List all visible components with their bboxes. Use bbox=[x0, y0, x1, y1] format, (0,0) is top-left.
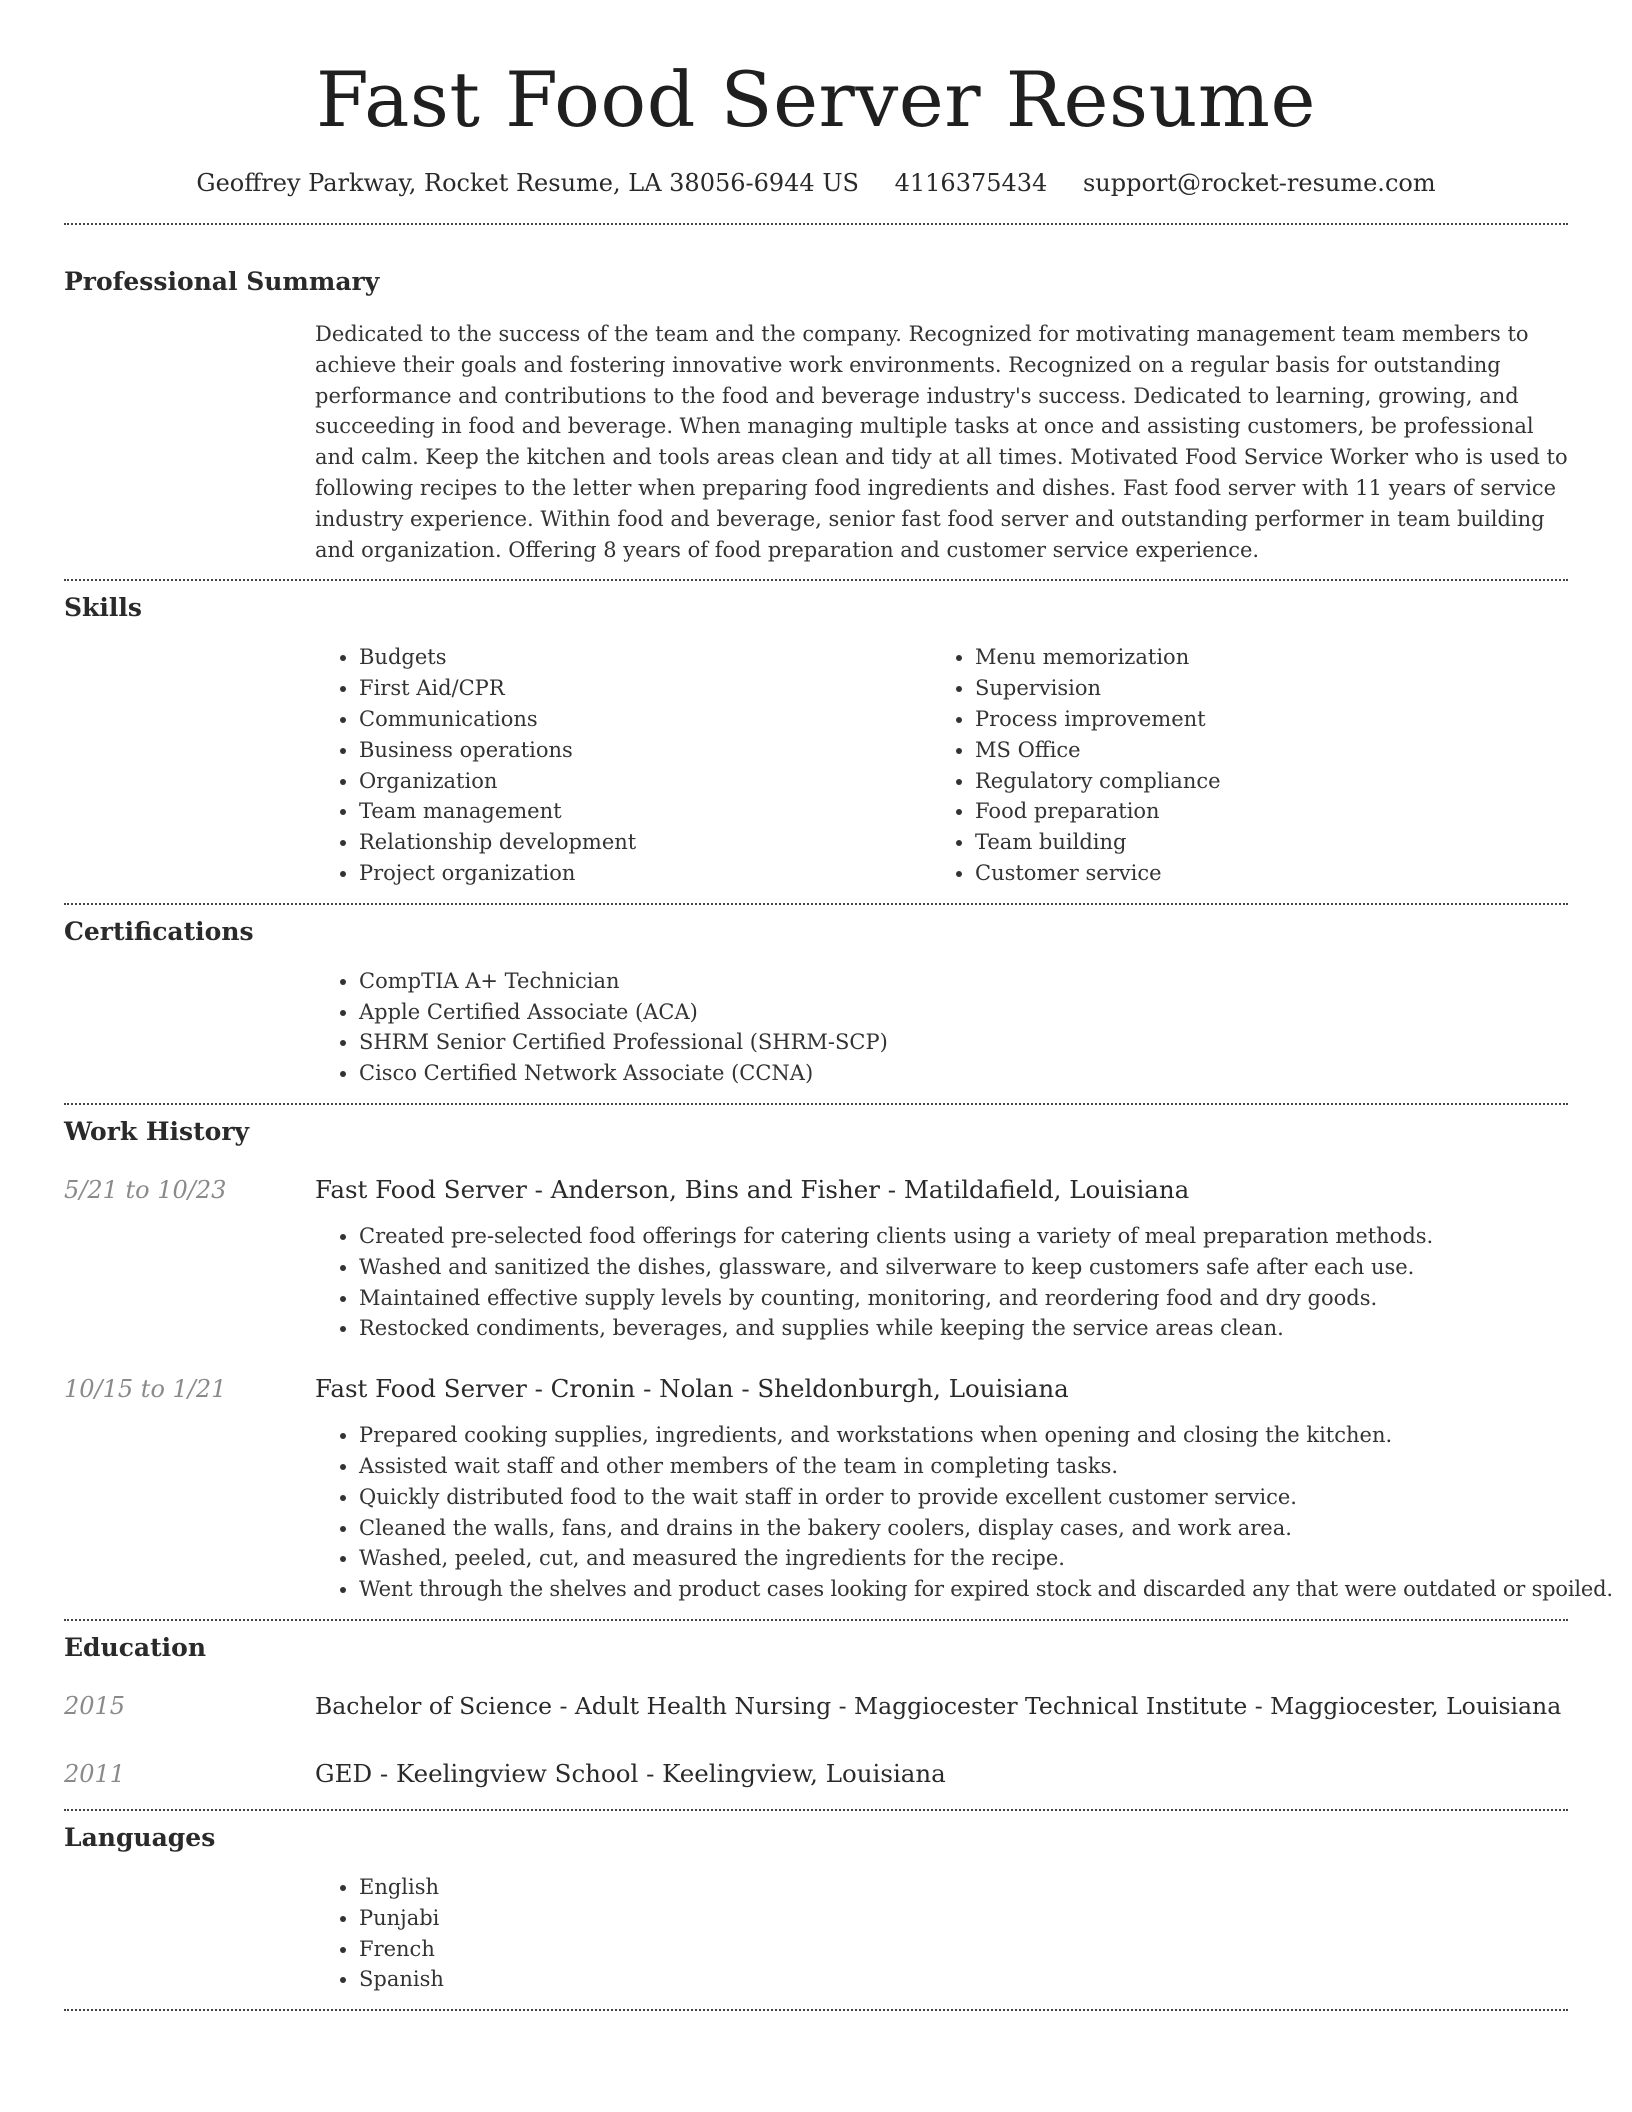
job-duty-item: • Washed and sanitized the dishes, glassware, and silverware to keep customers safe after each use. bbox=[359, 1252, 1568, 1283]
education-year: 2011 bbox=[64, 1759, 126, 1788]
section-heading-work-history: Work History bbox=[64, 1116, 250, 1146]
skill-item: • Supervision bbox=[975, 673, 1547, 704]
summary-section bbox=[64, 225, 1568, 565]
language-item: • Spanish bbox=[359, 1964, 1568, 1995]
job-entry bbox=[64, 1173, 1568, 1207]
education-degree: Bachelor of Science - Adult Health Nursing - Maggiocester Technical Institute - Maggiocester, Louisiana bbox=[315, 1691, 1562, 1720]
skills-column-right bbox=[931, 642, 1547, 888]
job-duty-item: • Restocked condiments, beverages, and supplies while keeping the service areas clean. bbox=[359, 1313, 1568, 1344]
education-year: 2015 bbox=[64, 1691, 126, 1720]
section-heading-skills: Skills bbox=[64, 593, 142, 623]
skill-item: • Regulatory compliance bbox=[975, 766, 1547, 797]
certification-item: • Cisco Certified Network Associate (CCNA) bbox=[359, 1058, 1568, 1089]
certifications-list bbox=[315, 966, 1568, 1089]
skill-item: • Project organization bbox=[359, 858, 931, 889]
skill-item: • Budgets bbox=[359, 642, 931, 673]
job-dates: 5/21 to 10/23 bbox=[64, 1175, 227, 1204]
job-duty-item: • Cleaned the walls, fans, and drains in the bakery coolers, display cases, and work area. bbox=[359, 1513, 1568, 1544]
job-duty-item: • Washed, peeled, cut, and measured the ingredients for the recipe. bbox=[359, 1543, 1568, 1574]
job-title: Fast Food Server - Cronin - Nolan - Sheldonburgh, Louisiana bbox=[315, 1374, 1069, 1404]
section-divider bbox=[64, 2009, 1568, 2011]
language-item: • English bbox=[359, 1872, 1568, 1903]
skill-item: • Customer service bbox=[975, 858, 1547, 889]
skill-item: • Food preparation bbox=[975, 796, 1547, 827]
language-item: • French bbox=[359, 1934, 1568, 1965]
skills-columns bbox=[315, 642, 1568, 888]
job-duties bbox=[315, 1221, 1568, 1344]
contact-line bbox=[64, 166, 1568, 200]
job-duty-item: • Created pre-selected food offerings for catering clients using a variety of meal preparation methods. bbox=[359, 1221, 1568, 1252]
job-duty-item: • Assisted wait staff and other members of the team in completing tasks. bbox=[359, 1451, 1568, 1482]
skill-item: • Menu memorization bbox=[975, 642, 1547, 673]
job-dates: 10/15 to 1/21 bbox=[64, 1375, 227, 1404]
resume-page bbox=[64, 0, 1613, 2011]
skills-column-left bbox=[315, 642, 931, 888]
job-duty-item: • Went through the shelves and product cases looking for expired stock and discarded any that were outdated or spoiled. bbox=[359, 1574, 1568, 1605]
job-duty-item: • Quickly distributed food to the wait staff in order to provide excellent customer service. bbox=[359, 1482, 1568, 1513]
job-duty-item: • Prepared cooking supplies, ingredients, and workstations when opening and closing the kitchen. bbox=[359, 1420, 1568, 1451]
certification-item: • Apple Certified Associate (ACA) bbox=[359, 997, 1568, 1028]
contact-address: Geoffrey Parkway, Rocket Resume, LA 38056-6944 US bbox=[196, 169, 859, 197]
job-duties bbox=[315, 1420, 1613, 1605]
skill-item: • MS Office bbox=[975, 735, 1547, 766]
certifications-section bbox=[64, 905, 1568, 1089]
skill-item: • Team building bbox=[975, 827, 1547, 858]
education-entry bbox=[64, 1757, 1568, 1791]
section-heading-summary: Professional Summary bbox=[64, 267, 380, 296]
languages-list bbox=[315, 1872, 1568, 1995]
skill-item: • Relationship development bbox=[359, 827, 931, 858]
job-title: Fast Food Server - Anderson, Bins and Fisher - Matildafield, Louisiana bbox=[315, 1174, 1190, 1204]
job-duty-item: • Maintained effective supply levels by counting, monitoring, and reordering food and dry goods. bbox=[359, 1283, 1568, 1314]
contact-phone: 4116375434 bbox=[894, 169, 1048, 197]
work-history-section bbox=[64, 1105, 1613, 1605]
education-entry bbox=[64, 1689, 1568, 1723]
certification-item: • SHRM Senior Certified Professional (SHRM-SCP) bbox=[359, 1027, 1568, 1058]
resume-title: Fast Food Server Resume bbox=[316, 55, 1316, 144]
job-entry bbox=[64, 1372, 1568, 1406]
education-degree: GED - Keelingview School - Keelingview, Louisiana bbox=[315, 1758, 946, 1788]
section-heading-education: Education bbox=[64, 1632, 207, 1662]
skill-item: • First Aid/CPR bbox=[359, 673, 931, 704]
language-item: • Punjabi bbox=[359, 1903, 1568, 1934]
skills-section bbox=[64, 581, 1568, 888]
skill-item: • Team management bbox=[359, 796, 931, 827]
section-heading-certifications: Certifications bbox=[64, 916, 254, 946]
education-section bbox=[64, 1621, 1568, 1791]
summary-text: Dedicated to the success of the team and the company. Recognized for motivating management team members to achieve their goals and fostering innovative work environments. Recognized on a regular basis for outstanding performance and contributions to the food and beverage industry's success. Dedicated to learning, growing, and succeeding in food and beverage. When managing multiple tasks at once and assisting customers, be professional and calm. Keep the kitchen and tools areas clean and tidy at all times. Motivated Food Service Worker who is used to following recipes to the letter when preparing food ingredients and dishes. Fast food server with 11 years of service industry experience. Within food and beverage, senior fast food server and outstanding performer in team building and organization. Offering 8 years of food preparation and customer service experience. bbox=[315, 322, 1568, 562]
languages-section bbox=[64, 1811, 1568, 1995]
certification-item: • CompTIA A+ Technician bbox=[359, 966, 1568, 997]
skill-item: • Communications bbox=[359, 704, 931, 735]
section-heading-languages: Languages bbox=[64, 1822, 216, 1852]
contact-email: support@rocket-resume.com bbox=[1082, 169, 1436, 197]
skill-item: • Business operations bbox=[359, 735, 931, 766]
skill-item: • Process improvement bbox=[975, 704, 1547, 735]
skill-item: • Organization bbox=[359, 766, 931, 797]
